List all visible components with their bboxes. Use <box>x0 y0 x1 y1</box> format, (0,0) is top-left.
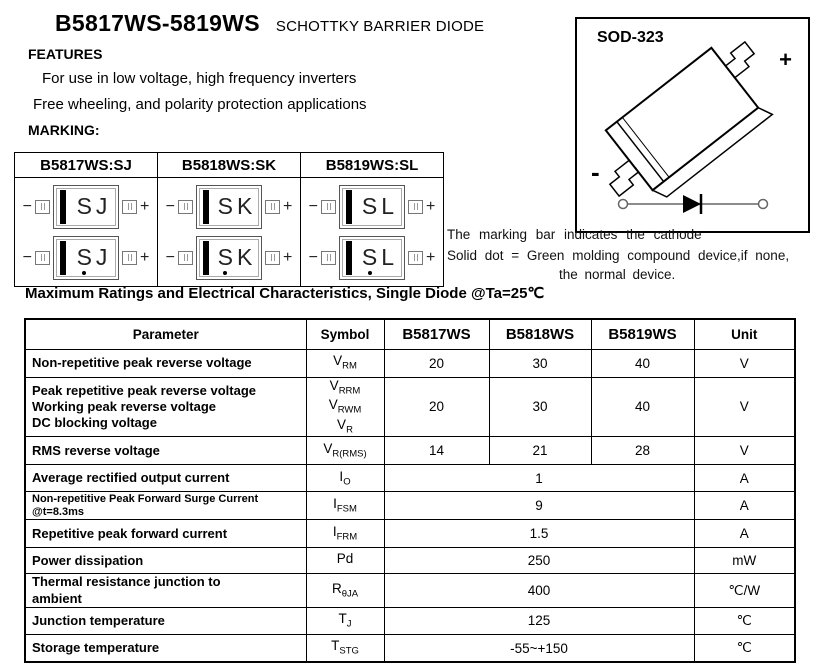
unit-cell: V <box>694 349 795 377</box>
plus-sign: + <box>283 248 293 266</box>
package-body <box>339 236 405 280</box>
lead-tab <box>35 251 50 265</box>
package-body <box>339 185 405 229</box>
marking-letter: J <box>95 192 108 219</box>
marking-letter: J <box>95 243 108 270</box>
marking-letter: S <box>217 243 233 270</box>
minus-sign: − <box>165 248 175 266</box>
unit-cell: A <box>694 520 795 548</box>
lead-tab <box>178 251 193 265</box>
plus-sign: + <box>283 197 293 215</box>
package-body <box>196 236 262 280</box>
unit-cell: A <box>694 492 795 520</box>
table-row <box>25 465 795 492</box>
marking-cell <box>15 178 158 287</box>
value-cell: 400 <box>384 574 694 608</box>
marking-letter: K <box>237 192 253 219</box>
table-row <box>25 377 795 437</box>
package-body <box>53 185 119 229</box>
marking-code <box>352 245 404 270</box>
marking-code <box>66 245 118 270</box>
unit-cell: V <box>694 377 795 437</box>
value-cell: 20 <box>384 349 489 377</box>
param-cell: Power dissipation <box>25 548 306 574</box>
package-drawing-dotted <box>301 232 443 283</box>
package-body <box>53 236 119 280</box>
param-cell: Storage temperature <box>25 634 306 662</box>
value-cell: 40 <box>591 377 694 437</box>
lead-tab <box>265 200 280 214</box>
plus-sign: + <box>140 197 150 215</box>
symbol-cell: $V_{R(RMS)}$ <box>306 437 384 465</box>
plus-sign: + <box>426 197 436 215</box>
marking-letter: S <box>76 192 92 219</box>
package-name: SOD-323 <box>597 29 664 46</box>
marking-letter: L <box>381 243 395 270</box>
column-header: B5819WS <box>591 319 694 349</box>
note-line: The marking bar indicates the cathode <box>447 227 702 242</box>
unit-cell: V <box>694 437 795 465</box>
unit-cell: ℃/W <box>694 574 795 608</box>
features-heading: FEATURES <box>28 46 103 62</box>
column-header: B5817WS <box>384 319 489 349</box>
table-row <box>25 574 795 608</box>
table-row <box>25 492 795 520</box>
param-cell: RMS reverse voltage <box>25 437 306 465</box>
symbol-cell: $T_{STG}$ <box>306 634 384 662</box>
marking-letter: S <box>361 243 378 270</box>
unit-cell: A <box>694 465 795 492</box>
table-row <box>25 437 795 465</box>
minus-sign: − <box>308 197 318 215</box>
symbol-cell: $I_O$ <box>306 465 384 492</box>
param-cell: Non-repetitive peak reverse voltage <box>25 349 306 377</box>
value-cell: 1.5 <box>384 520 694 548</box>
value-cell: 40 <box>591 349 694 377</box>
marking-body-row <box>15 178 444 287</box>
marking-letter: L <box>381 192 395 219</box>
param-cell: Non-repetitive Peak Forward Surge Current @t=8.3ms <box>25 492 306 520</box>
minus-sign: − <box>22 197 32 215</box>
minus-sign: − <box>165 197 175 215</box>
param-cell: Junction temperature <box>25 607 306 634</box>
ratings-header-row <box>25 319 795 349</box>
symbol-cell: Pd <box>306 548 384 574</box>
symbol-cell: $T_J$ <box>306 607 384 634</box>
sod-323-package-diagram <box>577 19 808 231</box>
header <box>55 10 484 37</box>
package-drawing-dotted <box>15 232 157 283</box>
marking-code <box>209 194 261 219</box>
marking-notes <box>447 227 817 282</box>
marking-header-cell: B5818WS:SK <box>158 153 301 178</box>
marking-header-cell: B5819WS:SL <box>301 153 444 178</box>
marking-cell <box>158 178 301 287</box>
param-cell: Peak repetitive peak reverse voltage Working peak reverse voltage DC blocking voltage <box>25 377 306 437</box>
minus-sign: − <box>308 248 318 266</box>
lead-tab <box>408 200 423 214</box>
value-cell: 125 <box>384 607 694 634</box>
column-header: Parameter <box>25 319 306 349</box>
table-row <box>25 634 795 662</box>
feature-line: For use in low voltage, high frequency inverters <box>42 70 357 87</box>
marking-header-cell: B5817WS:SJ <box>15 153 158 178</box>
value-cell: 21 <box>489 437 591 465</box>
column-header: Unit <box>694 319 795 349</box>
lead-tab <box>35 200 50 214</box>
unit-cell: ℃ <box>694 607 795 634</box>
package-drawing <box>301 181 443 232</box>
note-line: the normal device. <box>559 267 676 282</box>
value-cell: 30 <box>489 377 591 437</box>
marking-letter: S <box>217 192 233 219</box>
lead-tab <box>122 200 137 214</box>
table-row <box>25 548 795 574</box>
marking-heading: MARKING: <box>28 122 100 138</box>
marking-cell <box>301 178 444 287</box>
marking-code <box>352 194 404 219</box>
plus-sign: + <box>779 47 792 72</box>
table-row <box>25 520 795 548</box>
marking-letter: K <box>237 243 253 270</box>
marking-table <box>14 152 444 287</box>
ratings-heading: Maximum Ratings and Electrical Characteristics, Single Diode @Ta=25℃ <box>25 285 545 302</box>
page-title: B5817WS-5819WS <box>55 10 260 36</box>
minus-sign: − <box>22 248 32 266</box>
marking-code <box>209 245 261 270</box>
value-cell: 28 <box>591 437 694 465</box>
ratings-table <box>24 318 796 663</box>
lead-tab <box>321 251 336 265</box>
lead-tab <box>265 251 280 265</box>
column-header: Symbol <box>306 319 384 349</box>
param-cell: Repetitive peak forward current <box>25 520 306 548</box>
plus-sign: + <box>140 248 150 266</box>
value-cell: 30 <box>489 349 591 377</box>
symbol-cell: $V_{RRM}$ $V_{RWM}$ $V_R$ <box>306 377 384 437</box>
symbol-cell: $I_{FSM}$ <box>306 492 384 520</box>
column-header: B5818WS <box>489 319 591 349</box>
value-cell: 1 <box>384 465 694 492</box>
symbol-cell: $I_{FRM}$ <box>306 520 384 548</box>
symbol-cell: $V_{RM}$ <box>306 349 384 377</box>
table-row <box>25 607 795 634</box>
marking-header-row <box>15 153 444 178</box>
features-section <box>28 46 367 113</box>
minus-sign: - <box>591 157 600 187</box>
package-body <box>196 185 262 229</box>
lead-tab <box>178 200 193 214</box>
note-line: Solid dot = Green molding compound device,if none, <box>447 248 790 263</box>
unit-cell: mW <box>694 548 795 574</box>
lead-tab <box>408 251 423 265</box>
package-drawing <box>15 181 157 232</box>
marking-letter: S <box>361 192 378 219</box>
value-cell: 9 <box>384 492 694 520</box>
package-drawing <box>158 181 300 232</box>
marking-letter: S <box>76 243 92 270</box>
symbol-cell: $R_{\theta JA}$ <box>306 574 384 608</box>
plus-sign: + <box>426 248 436 266</box>
value-cell: 250 <box>384 548 694 574</box>
marking-code <box>66 194 118 219</box>
value-cell: 14 <box>384 437 489 465</box>
package-drawing-dotted <box>158 232 300 283</box>
value-cell: -55~+150 <box>384 634 694 662</box>
param-cell: Average rectified output current <box>25 465 306 492</box>
table-row <box>25 349 795 377</box>
feature-line: Free wheeling, and polarity protection applications <box>33 96 367 113</box>
lead-tab <box>321 200 336 214</box>
value-cell: 20 <box>384 377 489 437</box>
sod-323-box <box>575 17 810 233</box>
param-cell: Thermal resistance junction to ambient <box>25 574 306 608</box>
lead-tab <box>122 251 137 265</box>
page-subtitle: SCHOTTKY BARRIER DIODE <box>275 18 485 35</box>
unit-cell: ℃ <box>694 634 795 662</box>
diode-schematic-icon <box>619 194 768 214</box>
